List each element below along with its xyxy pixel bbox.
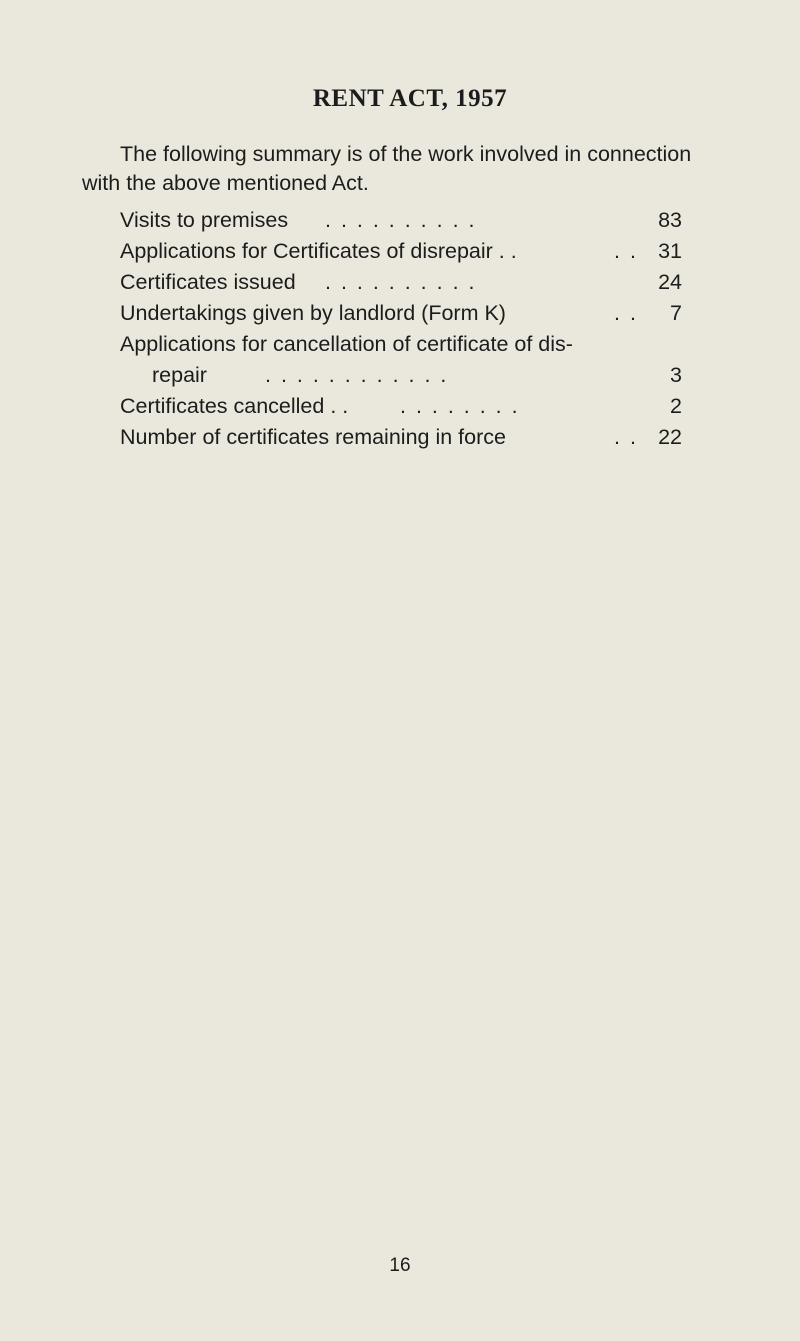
item-value: 22: [658, 425, 682, 449]
item-value: 31: [658, 239, 682, 263]
dot-leader: . . . . . . . . . .: [325, 208, 477, 232]
list-item-undertakings: [120, 298, 682, 329]
item-value: 24: [658, 270, 682, 294]
page-number: 16: [389, 1255, 411, 1276]
item-label: Applications for Certificates of disrepair . .: [120, 239, 517, 263]
summary-list: [120, 205, 682, 453]
item-value: 3: [670, 363, 682, 387]
list-item-certificates-cancelled: [120, 391, 682, 422]
dot-leader: . .: [614, 239, 638, 263]
dot-leader: . . . . . . . . . . . .: [265, 363, 449, 387]
item-label: Certificates issued: [120, 270, 296, 294]
item-label: Certificates cancelled . .: [120, 394, 349, 418]
item-label: Visits to premises: [120, 208, 289, 232]
item-value: 2: [670, 394, 682, 418]
page-title: RENT ACT, 1957: [312, 85, 508, 112]
intro-line-2: with the above mentioned Act.: [82, 171, 369, 196]
dot-leader: . .: [614, 425, 638, 449]
list-item-applications-disrepair: [120, 236, 682, 267]
item-label-continued: repair: [152, 363, 207, 387]
list-item-visits: [120, 205, 682, 236]
dot-leader: . .: [614, 301, 638, 325]
item-label: Undertakings given by landlord (Form K): [120, 301, 506, 325]
item-label: Applications for cancellation of certificate of dis-: [120, 332, 573, 356]
list-item-applications-cancellation: [120, 329, 682, 391]
intro-paragraph: [82, 140, 782, 198]
list-item-remaining-in-force: [120, 422, 682, 453]
item-value: 83: [658, 208, 682, 232]
dot-leader: . . . . . . . .: [400, 394, 520, 418]
intro-line-1: The following summary is of the work involved in connection: [120, 142, 692, 166]
item-label: Number of certificates remaining in force: [120, 425, 506, 449]
dot-leader: . . . . . . . . . .: [325, 270, 477, 294]
list-item-certificates-issued: [120, 267, 682, 298]
item-value: 7: [670, 301, 682, 325]
